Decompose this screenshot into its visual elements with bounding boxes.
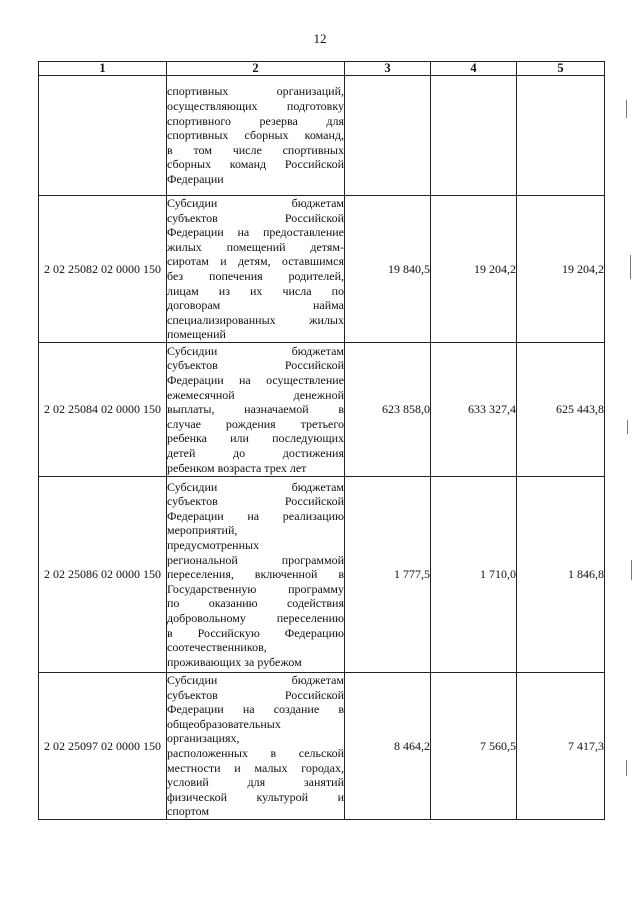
scan-mark (630, 255, 631, 279)
amount-col3: 1 777,5 (345, 476, 431, 672)
description-line: переселения, включенной в (167, 567, 344, 582)
revenue-code: 2 02 25086 02 0000 150 (39, 476, 167, 672)
description-line: Субсидии бюджетам (167, 672, 344, 687)
description-line: спортивных организаций, (167, 84, 344, 99)
description-line: в том числе спортивных (167, 142, 344, 157)
description-line: местности и малых городах, (167, 760, 344, 775)
description-line: по оказанию содействия (167, 596, 344, 611)
description-line: лицам из их числа по (167, 283, 344, 298)
description-line: Субсидии бюджетам (167, 196, 344, 210)
description-line: специализированных жилых (167, 312, 344, 327)
amount-col3 (345, 76, 431, 196)
description-line: Субсидии бюджетам (167, 343, 344, 358)
description-line: жилых помещений детям- (167, 239, 344, 254)
description-line: детей до достижения (167, 445, 344, 460)
description-line: выплаты, назначаемой в (167, 402, 344, 417)
revenue-description (167, 76, 345, 196)
description-line: субъектов Российской (167, 358, 344, 373)
amount-col4: 633 327,4 (431, 342, 517, 476)
amount-col4: 1 710,0 (431, 476, 517, 672)
description-line: сиротам и детям, оставшимся (167, 254, 344, 269)
table-row (39, 476, 605, 672)
description-line: расположенных в сельской (167, 745, 344, 760)
amount-col5 (517, 76, 605, 196)
amount-col5: 1 846,8 (517, 476, 605, 672)
table-row (39, 342, 605, 476)
revenue-description (167, 342, 345, 476)
description-line: субъектов Российской (167, 494, 344, 509)
description-line: случае рождения третьего (167, 416, 344, 431)
amount-col4: 7 560,5 (431, 672, 517, 819)
description-line: Государственную программу (167, 581, 344, 596)
description-line: ежемесячной денежной (167, 387, 344, 402)
header-row (39, 62, 605, 76)
description-line: Федерации на создание в (167, 702, 344, 717)
description-line: субъектов Российской (167, 210, 344, 225)
amount-col5: 7 417,3 (517, 672, 605, 819)
revenue-code: 2 02 25082 02 0000 150 (39, 196, 167, 343)
amount-col5: 19 204,2 (517, 196, 605, 343)
description-line: субъектов Российской (167, 687, 344, 702)
description-line: общеобразовательных (167, 716, 281, 731)
description-line: без попечения родителей, (167, 268, 344, 283)
description-line: Федерации на осуществление (167, 372, 344, 387)
revenue-code: 2 02 25084 02 0000 150 (39, 342, 167, 476)
scan-mark (627, 420, 628, 434)
revenue-code: 2 02 25097 02 0000 150 (39, 672, 167, 819)
revenue-description (167, 672, 345, 819)
amount-col3: 8 464,2 (345, 672, 431, 819)
amount-col5: 625 443,8 (517, 342, 605, 476)
description-line: региональной программой (167, 552, 344, 567)
description-line: Федерации (167, 171, 224, 186)
description-line: соотечественников, (167, 640, 267, 655)
description-line: условий для занятий (167, 775, 344, 790)
scan-mark (626, 100, 627, 118)
revenue-code (39, 76, 167, 196)
description-line: договорам найма (167, 298, 344, 313)
description-line: ребенка или последующих (167, 431, 344, 446)
scan-mark (631, 560, 632, 580)
column-header-5: 5 (517, 62, 605, 76)
table-row (39, 76, 605, 196)
description-line: спортивного резерва для (167, 113, 344, 128)
column-header-4: 4 (431, 62, 517, 76)
table-body (39, 76, 605, 820)
description-line: спортом (167, 804, 210, 819)
description-line: Федерации на реализацию (167, 508, 344, 523)
description-line: добровольному переселению (167, 610, 344, 625)
table-row (39, 196, 605, 343)
description-line: физической культурой и (167, 789, 344, 804)
amount-col3: 19 840,5 (345, 196, 431, 343)
amount-col4 (431, 76, 517, 196)
amount-col4: 19 204,2 (431, 196, 517, 343)
column-header-2: 2 (167, 62, 345, 76)
description-line: помещений (167, 327, 226, 342)
scan-mark (626, 760, 627, 776)
description-line: в Российскую Федерацию (167, 625, 344, 640)
column-header-1: 1 (39, 62, 167, 76)
description-line: организациях, (167, 731, 240, 746)
amount-col3: 623 858,0 (345, 342, 431, 476)
table-row (39, 672, 605, 819)
description-line: сборных команд Российской (167, 157, 344, 172)
revenue-description (167, 476, 345, 672)
description-line: мероприятий, (167, 523, 238, 538)
description-line: ребенком возраста трех лет (167, 460, 307, 475)
description-line: проживающих за рубежом (167, 654, 302, 669)
page-number: 12 (313, 31, 327, 46)
description-line: спортивных сборных команд, (167, 128, 344, 143)
budget-table (38, 61, 605, 820)
description-line: Федерации на предоставление (167, 225, 344, 240)
column-header-3: 3 (345, 62, 431, 76)
description-line: Субсидии бюджетам (167, 479, 344, 494)
description-line: предусмотренных (167, 537, 260, 552)
description-line: осуществляющих подготовку (167, 99, 344, 114)
revenue-description (167, 196, 345, 343)
